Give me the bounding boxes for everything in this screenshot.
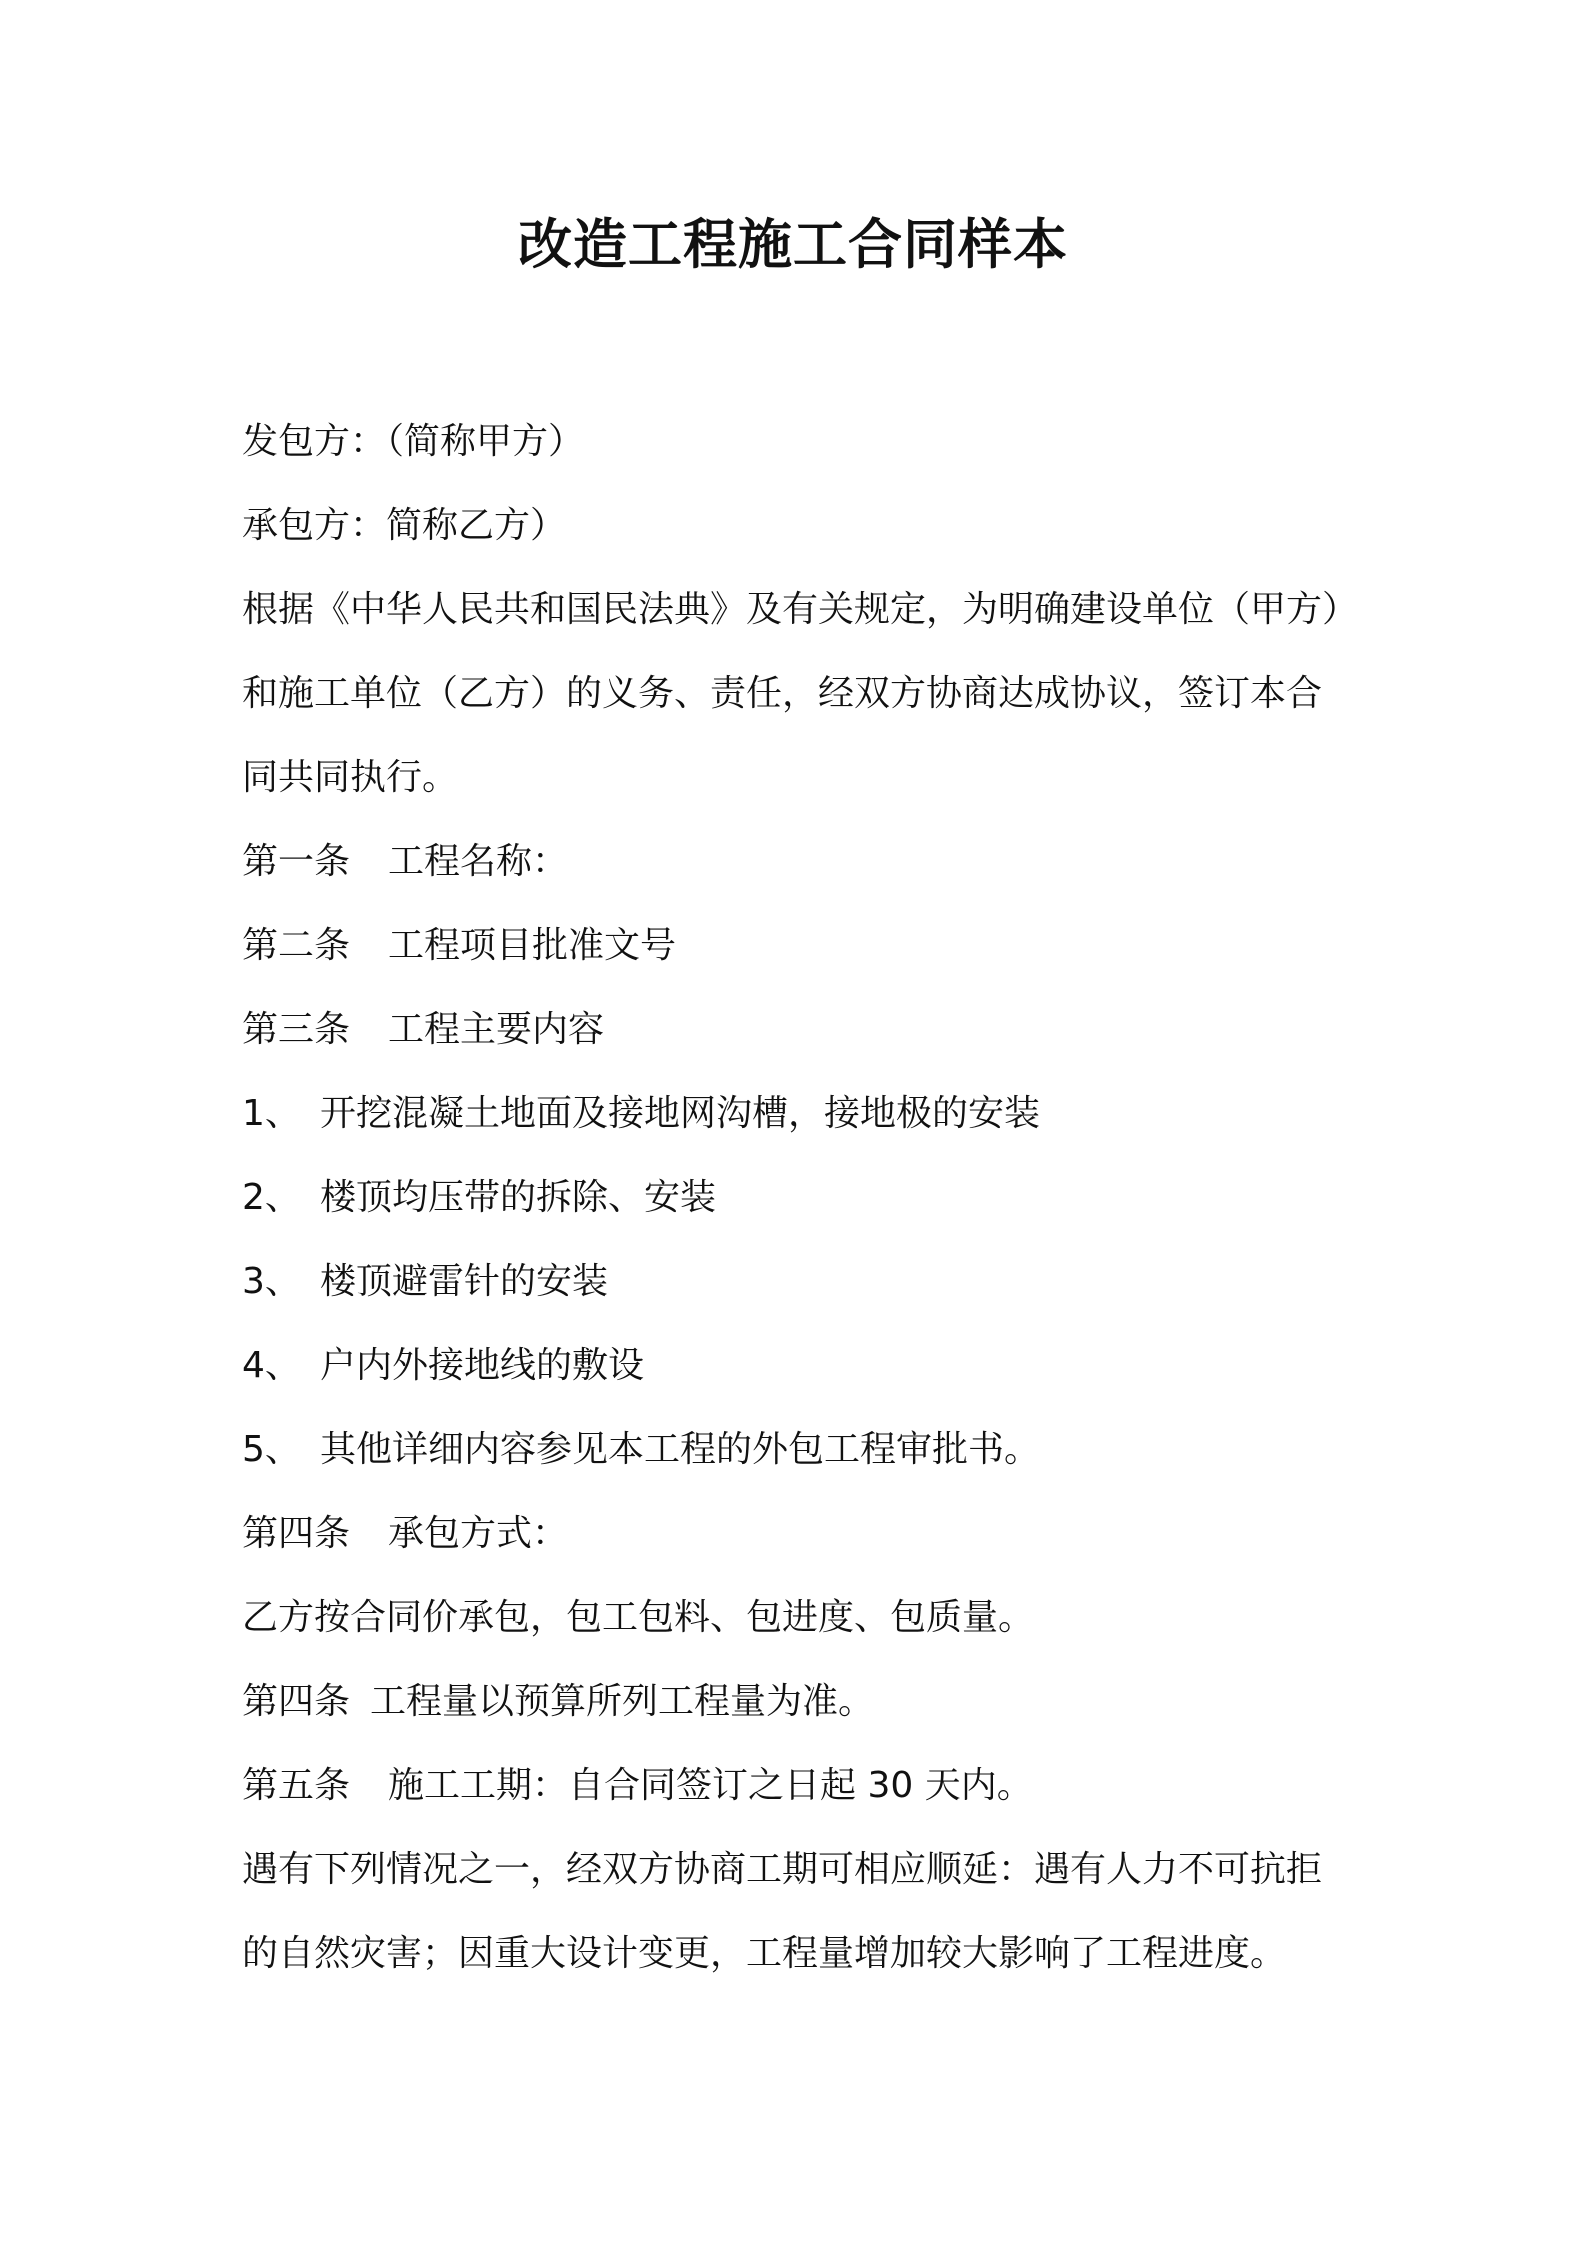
list-item <box>242 1156 1372 1240</box>
list-item-text: 开挖混凝土地面及接地网沟槽，接地极的安装 <box>320 1093 1041 1134</box>
intro-line: 和施工单位（乙方）的义务、责任，经双方协商达成协议，签订本合 <box>242 673 1323 714</box>
delay-line: 的自然灾害；因重大设计变更，工程量增加较大影响了工程进度。 <box>242 1933 1287 1974</box>
article-text: 承包方式： <box>388 1513 569 1554</box>
article-text: 工程名称： <box>388 841 569 882</box>
list-item-text: 其他详细内容参见本工程的外包工程审批书。 <box>320 1429 1041 1470</box>
list-item-text: 楼顶均压带的拆除、安装 <box>320 1177 717 1218</box>
article-label: 第三条 <box>242 1009 351 1050</box>
article-text: 工程主要内容 <box>388 1009 605 1050</box>
list-item-text: 户内外接地线的敷设 <box>320 1345 645 1386</box>
employer-line: 发包方：（简称甲方） <box>242 421 585 462</box>
article-text: 工程量以预算所列工程量为准。 <box>370 1681 875 1722</box>
article-4-quantity <box>242 1660 1372 1744</box>
article-text: 施工工期：自合同签订之日起 30 天内。 <box>388 1765 1033 1806</box>
list-item-number: 2、 <box>242 1177 301 1218</box>
list-item <box>242 1324 1372 1408</box>
article-2 <box>242 904 1372 988</box>
list-item-text: 楼顶避雷针的安装 <box>320 1261 609 1302</box>
article-text: 工程项目批准文号 <box>388 925 677 966</box>
article-3 <box>242 988 1372 1072</box>
contractor-line: 承包方：简称乙方） <box>242 505 567 546</box>
article-label: 第四条 <box>242 1681 351 1722</box>
intro-line: 同共同执行。 <box>242 757 459 798</box>
article-4-body: 乙方按合同价承包，包工包料、包进度、包质量。 <box>242 1597 1035 1638</box>
article-label: 第一条 <box>242 841 351 882</box>
article-1 <box>242 820 1372 904</box>
list-item-number: 1、 <box>242 1093 301 1134</box>
list-item-number: 4、 <box>242 1345 301 1386</box>
intro-line: 根据《中华人民共和国民法典》及有关规定，为明确建设单位（甲方） <box>242 589 1359 630</box>
article-label: 第二条 <box>242 925 351 966</box>
list-item <box>242 1240 1372 1324</box>
delay-line: 遇有下列情况之一，经双方协商工期可相应顺延：遇有人力不可抗拒 <box>242 1849 1323 1890</box>
list-item-number: 3、 <box>242 1261 301 1302</box>
article-5 <box>242 1744 1372 1828</box>
list-item <box>242 1072 1372 1156</box>
document-title: 改造工程施工合同样本 <box>518 213 1068 276</box>
article-label: 第四条 <box>242 1513 351 1554</box>
document-body <box>242 400 1372 1996</box>
list-item <box>242 1408 1372 1492</box>
list-item-number: 5、 <box>242 1429 301 1470</box>
article-4-method <box>242 1492 1372 1576</box>
article-label: 第五条 <box>242 1765 351 1806</box>
